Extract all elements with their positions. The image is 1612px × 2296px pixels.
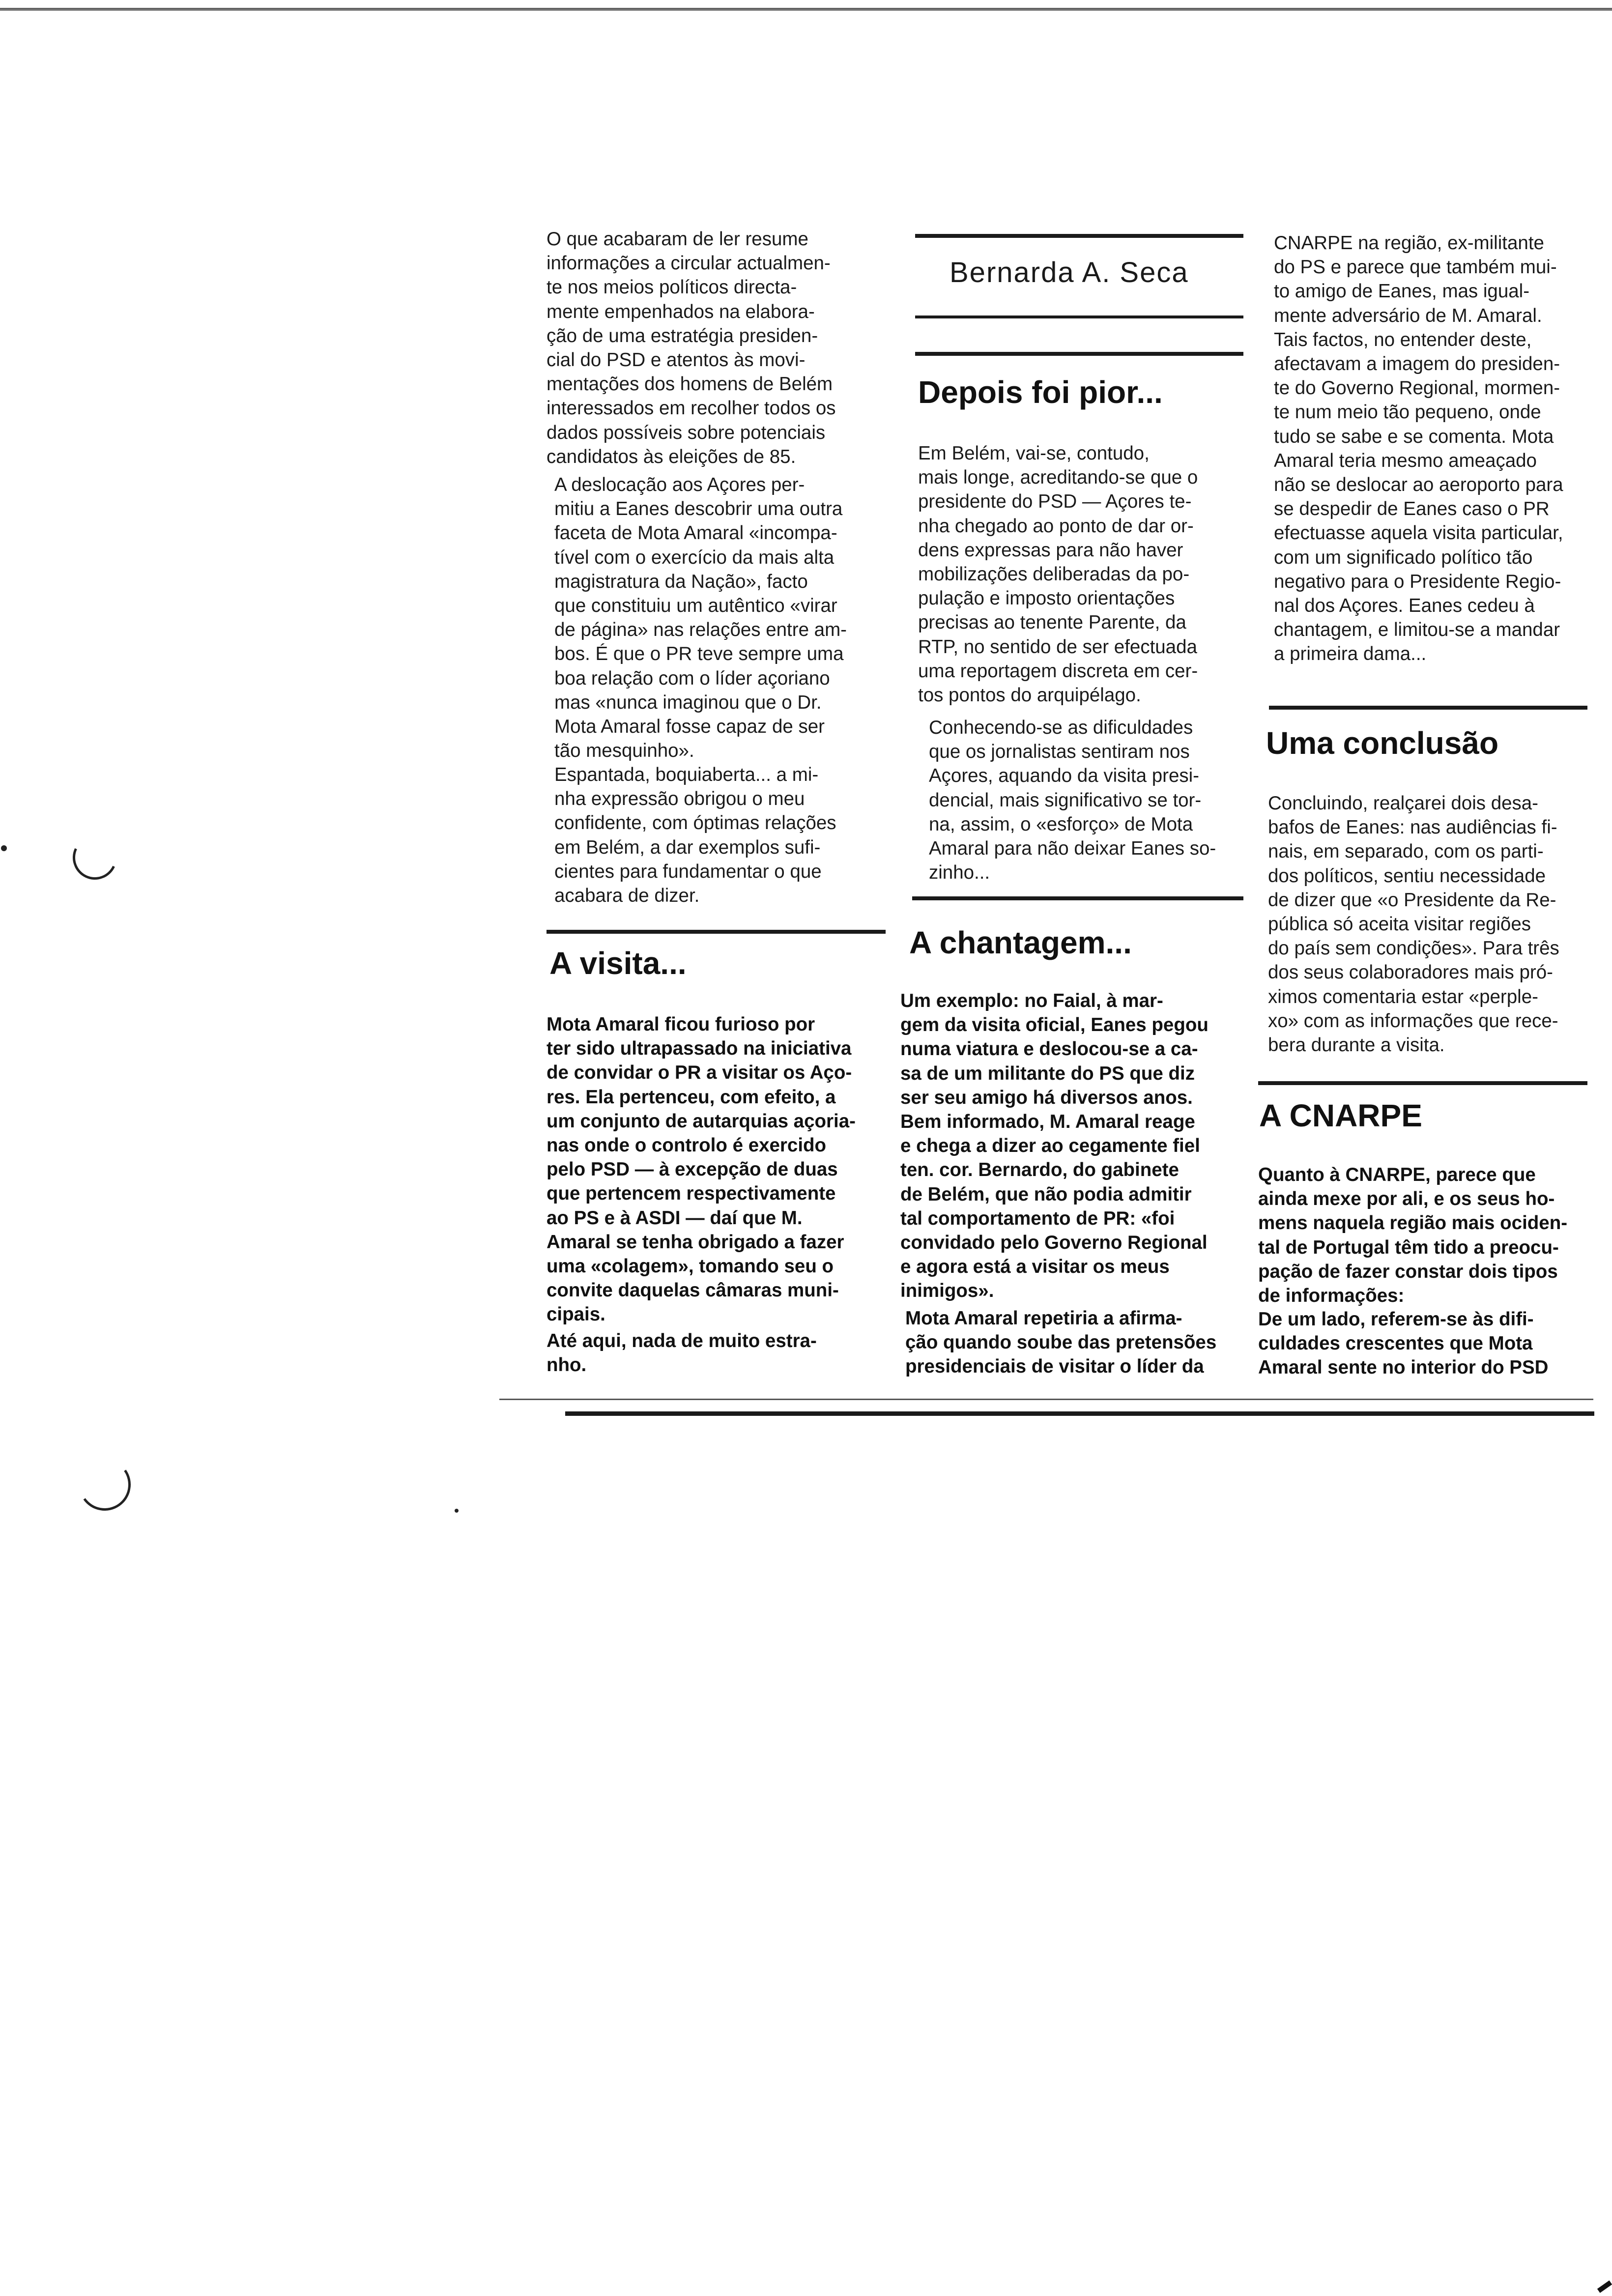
col2-paragraph-1: Em Belém, vai-se, contudo, mais longe, acreditando-se que o presidente do PSD — Açores te- nha chegado ao ponto de dar or- dens expressas para não haver mobilizações deliberadas da po- pulação e imposto orientações precisas ao tenente Parente, da RTP, no sentido de ser efectuada uma reportagem discreta em cer- tos pontos do arquipélago. — [918, 443, 1198, 706]
heading-a-cnarpe: A CNARPE — [1259, 1098, 1422, 1133]
col1-paragraph-4: Mota Amaral ficou furioso por ter sido ultrapassado na iniciativa de convidar o PR a visitar os Aço- res. Ela pertenceu, com efeito, a um conjunto de autarquias açoria- nas onde o controlo é exercido pelo PSD — à excepção de duas que pertencem respectivamente ao PS e à ASDI — daí que M. Amaral se tenha obrigado a fazer uma «colagem», tomando seu o convite daquelas câmaras muni- cipais. — [547, 1014, 856, 1325]
col1-paragraph-2: A deslocação aos Açores per- mitiu a Eanes descobrir uma outra faceta de Mota Amaral «incompa- tível com o exercício da mais alta magistratura da Nação», facto que constituiu um autêntico «virar de página» nas relações entre am- bos. É que o PR teve sempre uma boa relação com o líder açoriano mas «nunca imaginou que o Dr. Mota Amaral fosse capaz de ser tão mesquinho». — [554, 474, 847, 762]
heading-depois-foi-pior: Depois foi pior... — [918, 374, 1163, 410]
heading-a-visita: A visita... — [549, 946, 687, 981]
col3-paragraph-4: De um lado, referem-se às difi- culdades crescentes que Mota Amaral sente no interior do PSD — [1258, 1309, 1549, 1378]
page-bottom-rule-thin — [499, 1399, 1593, 1400]
col2-paragraph-2: Conhecendo-se as dificuldades que os jornalistas sentiram nos Açores, aquando da visita presi- dencial, mais significativo se tor- na, assim, o «esforço» de Mota Amaral para não deixar Eanes so- zinho... — [929, 717, 1216, 884]
heading-uma-conclusao: Uma conclusão — [1266, 725, 1499, 761]
col2-paragraph-3: Um exemplo: no Faial, à mar- gem da visita oficial, Eanes pegou numa viatura e deslocou-se a ca- sa de um militante do PS que diz ser seu amigo há diversos anos. Bem informado, M. Amaral reage e chega a dizer ao cegamente fiel ten. cor. Bernardo, do gabinete de Belém, que não podia admitir tal comportamento de PR: «foi convidado pelo Governo Regional e agora está a visitar os meus inimigos». — [900, 990, 1209, 1302]
page-bottom-rule — [565, 1411, 1594, 1416]
heading-a-chantagem: A chantagem... — [909, 925, 1132, 960]
col1-paragraph-5: Até aqui, nada de muito estra- nho. — [547, 1330, 817, 1376]
col1-paragraph-3: Espantada, boquiaberta... a mi- nha expressão obrigou o meu confidente, com óptimas relações em Belém, a dar exemplos sufi- cientes para fundamentar o que acabara de dizer. — [554, 764, 836, 907]
col1-intro: O que acabaram de ler resume informações a circular actualmen- te nos meios políticos directa- mente empenhados na elabora- ção de uma estratégia presiden- cial do PSD e atentos às movi- mentações dos homens de Belém interessados em recolher todos os dados possíveis sobre potenciais candidatos às eleições de 85. — [547, 229, 836, 467]
author-byline: Bernarda A. Seca — [950, 257, 1189, 288]
col3-paragraph-2: Concluindo, realçarei dois desa- bafos de Eanes: nas audiências fi- nais, em separado, com os parti- dos políticos, sentiu necessidade de dizer que «o Presidente da Re- pública só aceita visitar regiões do país sem condições». Para três dos seus colaboradores mais pró- ximos comentaria estar «perple- xo» com as informações que rece- bera durante a visita. — [1268, 793, 1559, 1056]
col3-paragraph-1: CNARPE na região, ex-militante do PS e parece que também mui- to amigo de Eanes, mas igual- mente adversário de M. Amaral. Tais factos, no entender deste, afectavam a imagem do presiden- te do Governo Regional, mormen- te num meio tão pequeno, onde tudo se sabe e se comenta. Mota Amaral teria mesmo ameaçado não se deslocar ao aeroporto para se despedir de Eanes caso o PR efectuasse aquela visita particular, com um significado político tão negativo para o Presidente Regio- nal dos Açores. Eanes cedeu à chantagem, e limitou-se a mandar a primeira dama... — [1274, 232, 1563, 665]
section-rule — [1258, 1081, 1587, 1085]
col2-paragraph-4: Mota Amaral repetiria a afirma- ção quando soube das pretensões presidenciais de visitar o líder da — [905, 1308, 1217, 1378]
col3-paragraph-3: Quanto à CNARPE, parece que ainda mexe por ali, e os seus ho- mens naquela região mais ociden- tal de Portugal têm tido a preocu- pação de fazer constar dois tipos de informações: — [1258, 1164, 1568, 1307]
section-rule — [1269, 706, 1587, 710]
